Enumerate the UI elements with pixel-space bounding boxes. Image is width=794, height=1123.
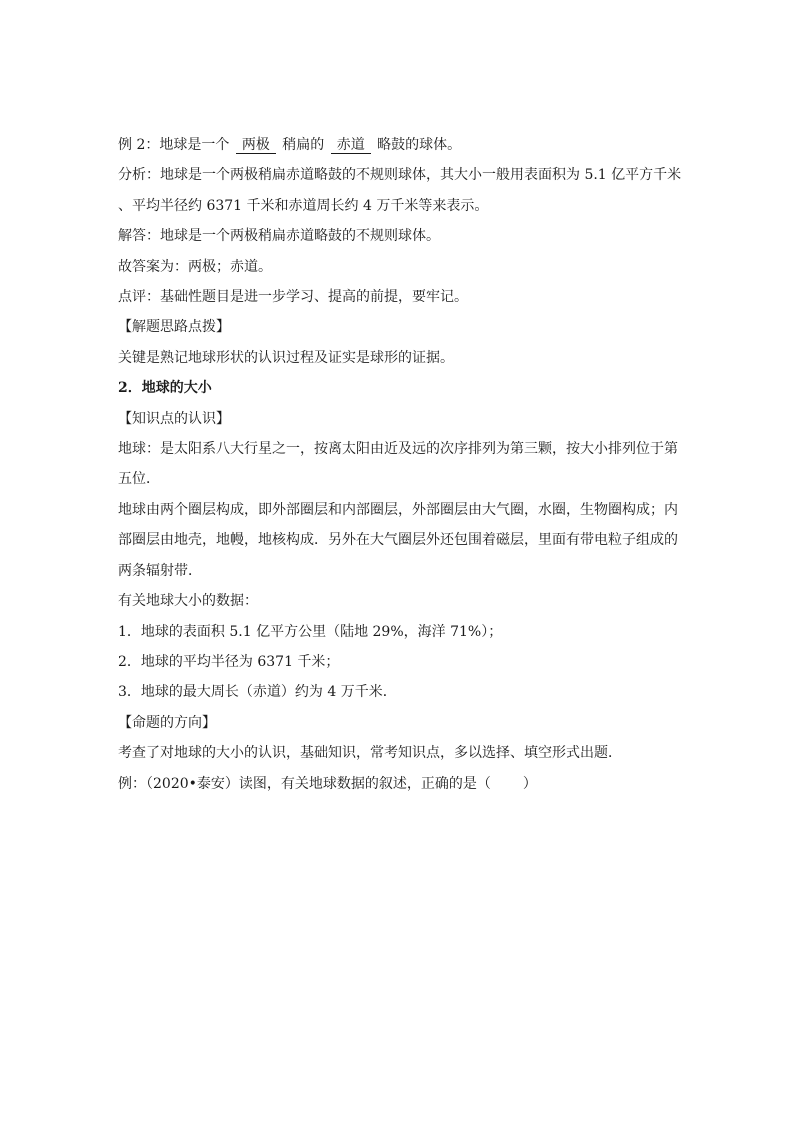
- section-title: 2．地球的大小: [118, 380, 212, 397]
- document-body: [118, 130, 688, 799]
- example-question-prefix: 例：（2020•泰安）读图，有关地球数据的叙述，正确的是（: [118, 775, 491, 792]
- para1-line-1: 地球：是太阳系八大行星之一，按离太阳由近及远的次序排列为第三颗，按大小排列位于第: [118, 441, 678, 458]
- analysis-line-1: 分析：地球是一个两极稍扁赤道略鼓的不规则球体，其大小一般用表面积为 5.1 亿平方千米: [118, 167, 682, 184]
- example-question-suffix: ）: [522, 775, 537, 792]
- direction-heading: 【命题的方向】: [118, 714, 216, 731]
- final-answer-line: 故答案为：两极；赤道。: [118, 258, 272, 275]
- knowledge-heading: 【知识点的认识】: [118, 410, 230, 427]
- data-item-2: 2．地球的平均半径为 6371 千米；: [118, 653, 340, 670]
- para2-line-2: 部圈层由地壳，地幔，地核构成．另外在大气圈层外还包围着磁层，里面有带电粒子组成的: [118, 532, 678, 549]
- answer-blank-2: 赤道: [331, 137, 371, 154]
- example-2-suffix: 略鼓的球体。: [377, 137, 462, 153]
- tips-heading: 【解题思路点拨】: [118, 319, 230, 336]
- para1-line-2: 五位．: [118, 471, 160, 488]
- comment-line: 点评：基础性题目是进一步学习、提高的前提，要牢记。: [118, 289, 468, 306]
- answer-line: 解答：地球是一个两极稍扁赤道略鼓的不规则球体。: [118, 228, 440, 245]
- answer-blank-1: 两极: [236, 137, 276, 154]
- direction-text: 考查了对地球的大小的认识，基础知识，常考知识点，多以选择、填空形式出题．: [118, 745, 622, 762]
- example-2-question: [118, 130, 688, 160]
- analysis-line-2: 、平均半径约 6371 千米和赤道周长约 4 万千米等来表示。: [118, 197, 489, 214]
- para2-line-3: 两条辐射带．: [118, 562, 202, 579]
- example-question: [118, 769, 688, 799]
- data-item-1: 1．地球的表面积 5.1 亿平方公里（陆地 29%，海洋 71%）；: [118, 623, 503, 640]
- data-item-3: 3．地球的最大周长（赤道）约为 4 万千米．: [118, 684, 397, 701]
- example-2-mid: 稍扁的: [282, 137, 325, 153]
- tips-text: 关键是熟记地球形状的认识过程及证实是球形的证据。: [118, 349, 454, 366]
- example-2-prefix: 例 2：地球是一个: [118, 137, 230, 153]
- data-intro: 有关地球大小的数据：: [118, 593, 258, 610]
- para2-line-1: 地球由两个圈层构成，即外部圈层和内部圈层，外部圈层由大气圈，水圈，生物圈构成；内: [118, 501, 678, 518]
